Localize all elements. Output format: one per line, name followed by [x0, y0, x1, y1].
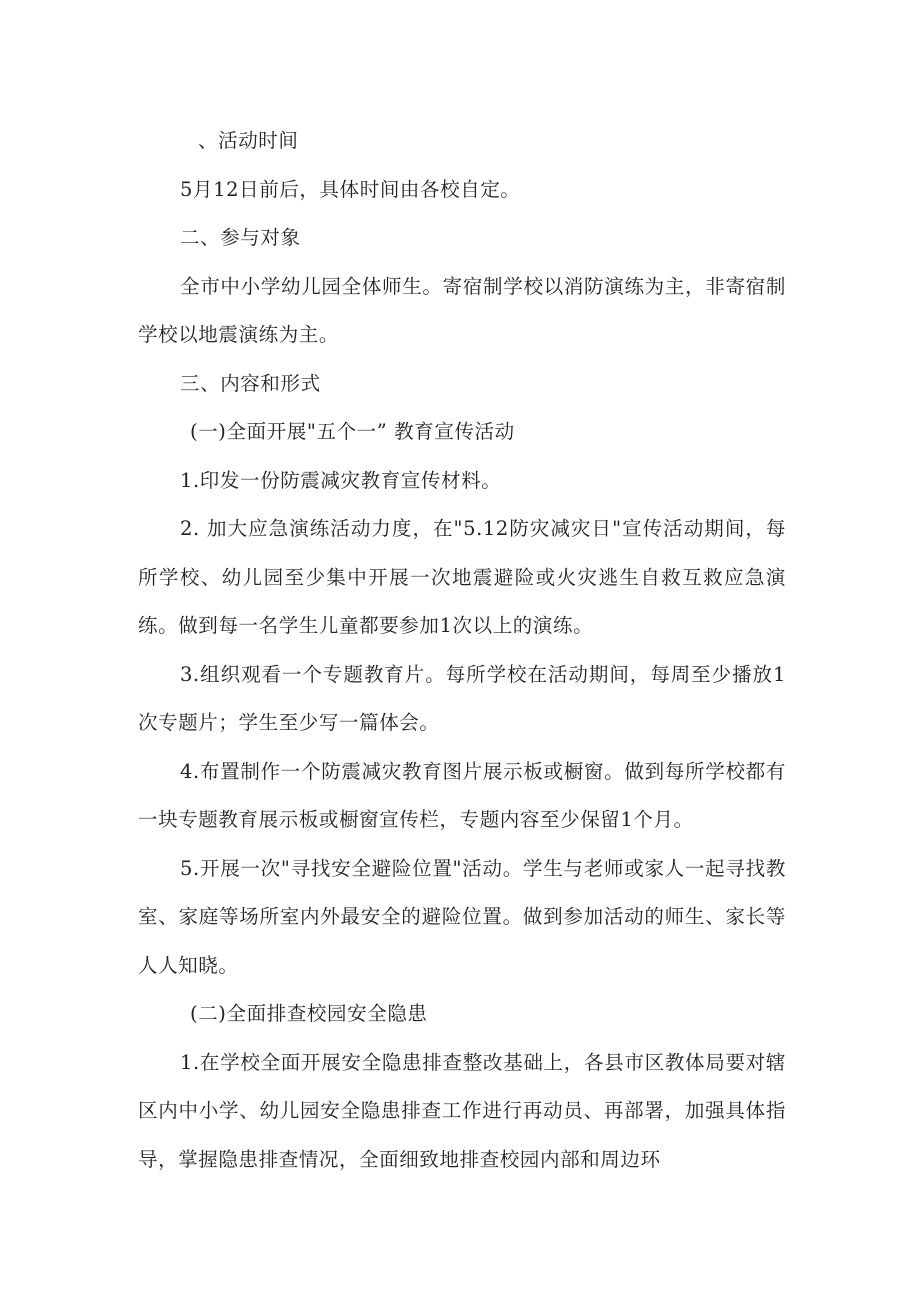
- paragraph-participants: 全市中小学幼儿园全体师生。寄宿制学校以消防演练为主，非寄宿制学校以地震演练为主。: [138, 274, 786, 346]
- subheading-safety-hazards: (二)全面排查校园安全隐患: [190, 1002, 428, 1025]
- paragraph-activity-time: 5月12日前后，具体时间由各校自定。: [180, 177, 521, 201]
- document-body: [138, 117, 786, 1184]
- heading-activity-time: 、活动时间: [198, 129, 299, 152]
- list-item: 1.在学校全面开展安全隐患排查整改基础上，各县市区教体局要对辖区内中小学、幼儿园安全隐患排查工作进行再动员、再部署，加强具体指导，掌握隐患排查情况，全面细致地排查校园内部和周边环: [138, 1050, 786, 1171]
- list-item: 5.开展一次"寻找安全避险位置"活动。学生与老师或家人一起寻找教室、家庭等场所室内外最安全的避险位置。做到参加活动的师生、家长等人人知晓。: [138, 856, 786, 977]
- subheading-five-ones: (一)全面开展"五个一” 教育宣传活动: [190, 420, 515, 443]
- list-item: 1.印发一份防震减灾教育宣传材料。: [180, 468, 502, 492]
- heading-participants: 二、参与对象: [180, 226, 301, 249]
- heading-content-form: 三、内容和形式: [180, 371, 321, 395]
- list-item: 3.组织观看一个专题教育片。每所学校在活动期间，每周至少播放1次专题片；学生至少写一篇体会。: [138, 662, 786, 734]
- list-item: 4.布置制作一个防震减灾教育图片展示板或橱窗。做到每所学校都有一块专题教育展示板或橱窗宣传栏，专题内容至少保留1个月。: [138, 759, 786, 831]
- list-item: 2. 加大应急演练活动力度，在"5.12防灾减灾日"宣传活动期间，每所学校、幼儿园至少集中开展一次地震避险或火灾逃生自救互救应急演练。做到每一名学生儿童都要参加1次以上的演练。: [138, 517, 786, 637]
